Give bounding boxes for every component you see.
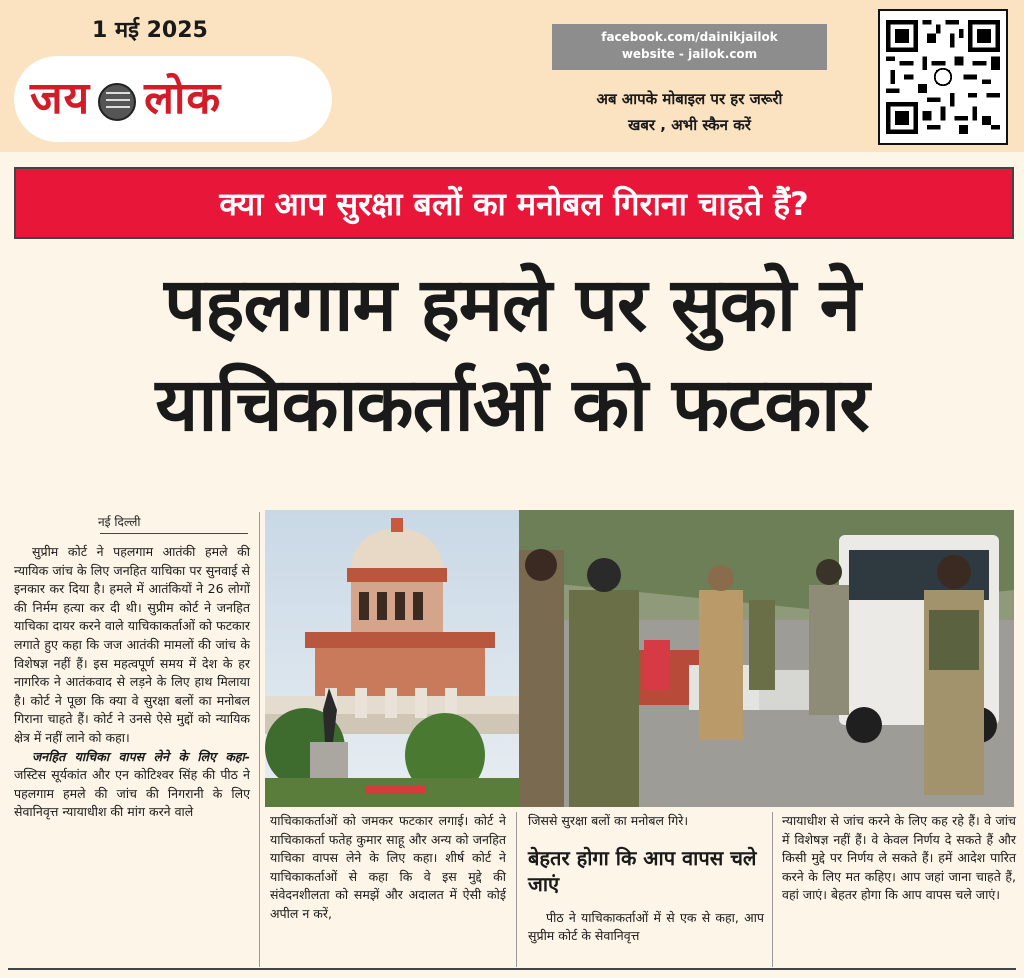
article-col4-text: न्यायाधीश से जांच करने के लिए कह रहे हैं। वे जांच में विशेषज्ञ नहीं हैं। वे केवल निर्णय दे सकते हैं और किसी मुद्दे पर निर्णय ले सकते हैं। हमें आदेश पारित करने के लिए मत कहिए। आप जहां जाना चाहते हैं, वहां जाएं। बेहतर होगा कि आप वापस चले जाएं। xyxy=(782,813,1016,903)
scan-line-1: अब आपके मोबाइल पर हर जरूरी xyxy=(596,90,783,108)
article-col3-lead: जिससे सुरक्षा बलों का मनोबल गिरे। xyxy=(528,813,689,828)
kicker-text: क्या आप सुरक्षा बलों का मनोबल गिराना चाहते हैं? xyxy=(219,184,809,223)
logo-text-right: लोक xyxy=(144,73,222,124)
column-divider-2 xyxy=(516,812,517,967)
headline-line-1: पहलगाम हमले पर सुको ने xyxy=(164,262,860,348)
masthead xyxy=(0,0,1024,152)
inline-subhead: जनहित याचिका वापस लेने के लिए कहा- xyxy=(32,748,250,764)
main-headline[interactable] xyxy=(8,255,1016,455)
article-para-2 xyxy=(14,748,250,822)
article-para-2-text: जस्टिस सूर्यकांत और एन कोटिश्वर सिंह की पीठ ने पहलगाम हमले की जांच की निगरानी के लिए सेवानिवृत्त न्यायाधीश की मांग करने वाले xyxy=(14,767,250,820)
web-links-box xyxy=(552,24,827,70)
globe-icon xyxy=(98,83,136,121)
article-para-1: सुप्रीम कोर्ट ने पहलगाम आतंकी हमले की न्यायिक जांच के लिए जनहित याचिका पर सुनवाई से इनकार कर दिया है। हमले में आतंकियों ने 26 लोगों की निर्मम हत्या कर दी थी। सुप्रीम कोर्ट ने जनहित याचिका दायर करने वाले याचिकाकर्ताओं को फटकार लगाते हुए कहा कि जज आतंकी मामलों की जांच के विशेषज्ञ नहीं हैं। इस महत्वपूर्ण समय में देश के हर नागरिक ने आतंकवाद से लड़ने के लिए हाथ मिलाया है। कोर्ट ने पूछा कि क्या वे सुरक्षा बलों का मनोबल गिराना चाहते हैं। कोर्ट ने उनसे ऐसे मुद्दों को न्यायिक क्षेत्र में नहीं लाने को कहा। xyxy=(14,544,250,745)
kicker-banner xyxy=(14,167,1014,239)
facebook-link[interactable]: facebook.com/dainikjailok xyxy=(601,30,778,44)
bottom-rule xyxy=(8,968,1016,970)
logo-text-left: जय xyxy=(30,73,91,124)
dateline: नई दिल्ली xyxy=(98,515,141,529)
article-column-3 xyxy=(528,812,764,946)
qr-code-graphic xyxy=(886,17,1000,137)
column-divider-1 xyxy=(259,512,260,967)
column-divider-3 xyxy=(772,812,773,967)
article-col3-text: पीठ ने याचिकाकर्ताओं में से एक से कहा, आप सुप्रीम कोर्ट के सेवानिवृत्त xyxy=(528,909,764,944)
article-column-4 xyxy=(782,812,1016,905)
scan-prompt xyxy=(552,86,827,138)
supreme-court-photo xyxy=(265,510,519,807)
security-forces-photo xyxy=(519,510,1014,807)
article-col2-text: याचिकाकर्ताओं को जमकर फटकार लगाई। कोर्ट ने याचिकाकर्ता फतेह कुमार साहू और अन्य को जनहित याचिका वापस लेने के लिए कहा। शीर्ष कोर्ट ने याचिकाकर्ताओं से कहा कि वे इस मुद्दे की संवेदनशीलता को समझें और अदालत में ऐसी कोई अपील न करें, xyxy=(270,813,506,921)
qr-code-icon[interactable] xyxy=(878,9,1008,145)
scan-line-2: खबर , अभी स्कैन करें xyxy=(628,116,751,134)
article-column-2 xyxy=(270,812,506,924)
article-column-1 xyxy=(14,543,250,822)
website-link[interactable]: website - jailok.com xyxy=(621,47,758,61)
newspaper-logo[interactable] xyxy=(30,66,221,126)
dateline-rule xyxy=(100,533,248,534)
issue-date: 1 मई 2025 xyxy=(92,18,208,43)
article-subheading: बेहतर होगा कि आप वापस चले जाएं xyxy=(528,845,757,896)
headline-line-2: याचिकाकर्ताओं को फटकार xyxy=(155,362,869,448)
